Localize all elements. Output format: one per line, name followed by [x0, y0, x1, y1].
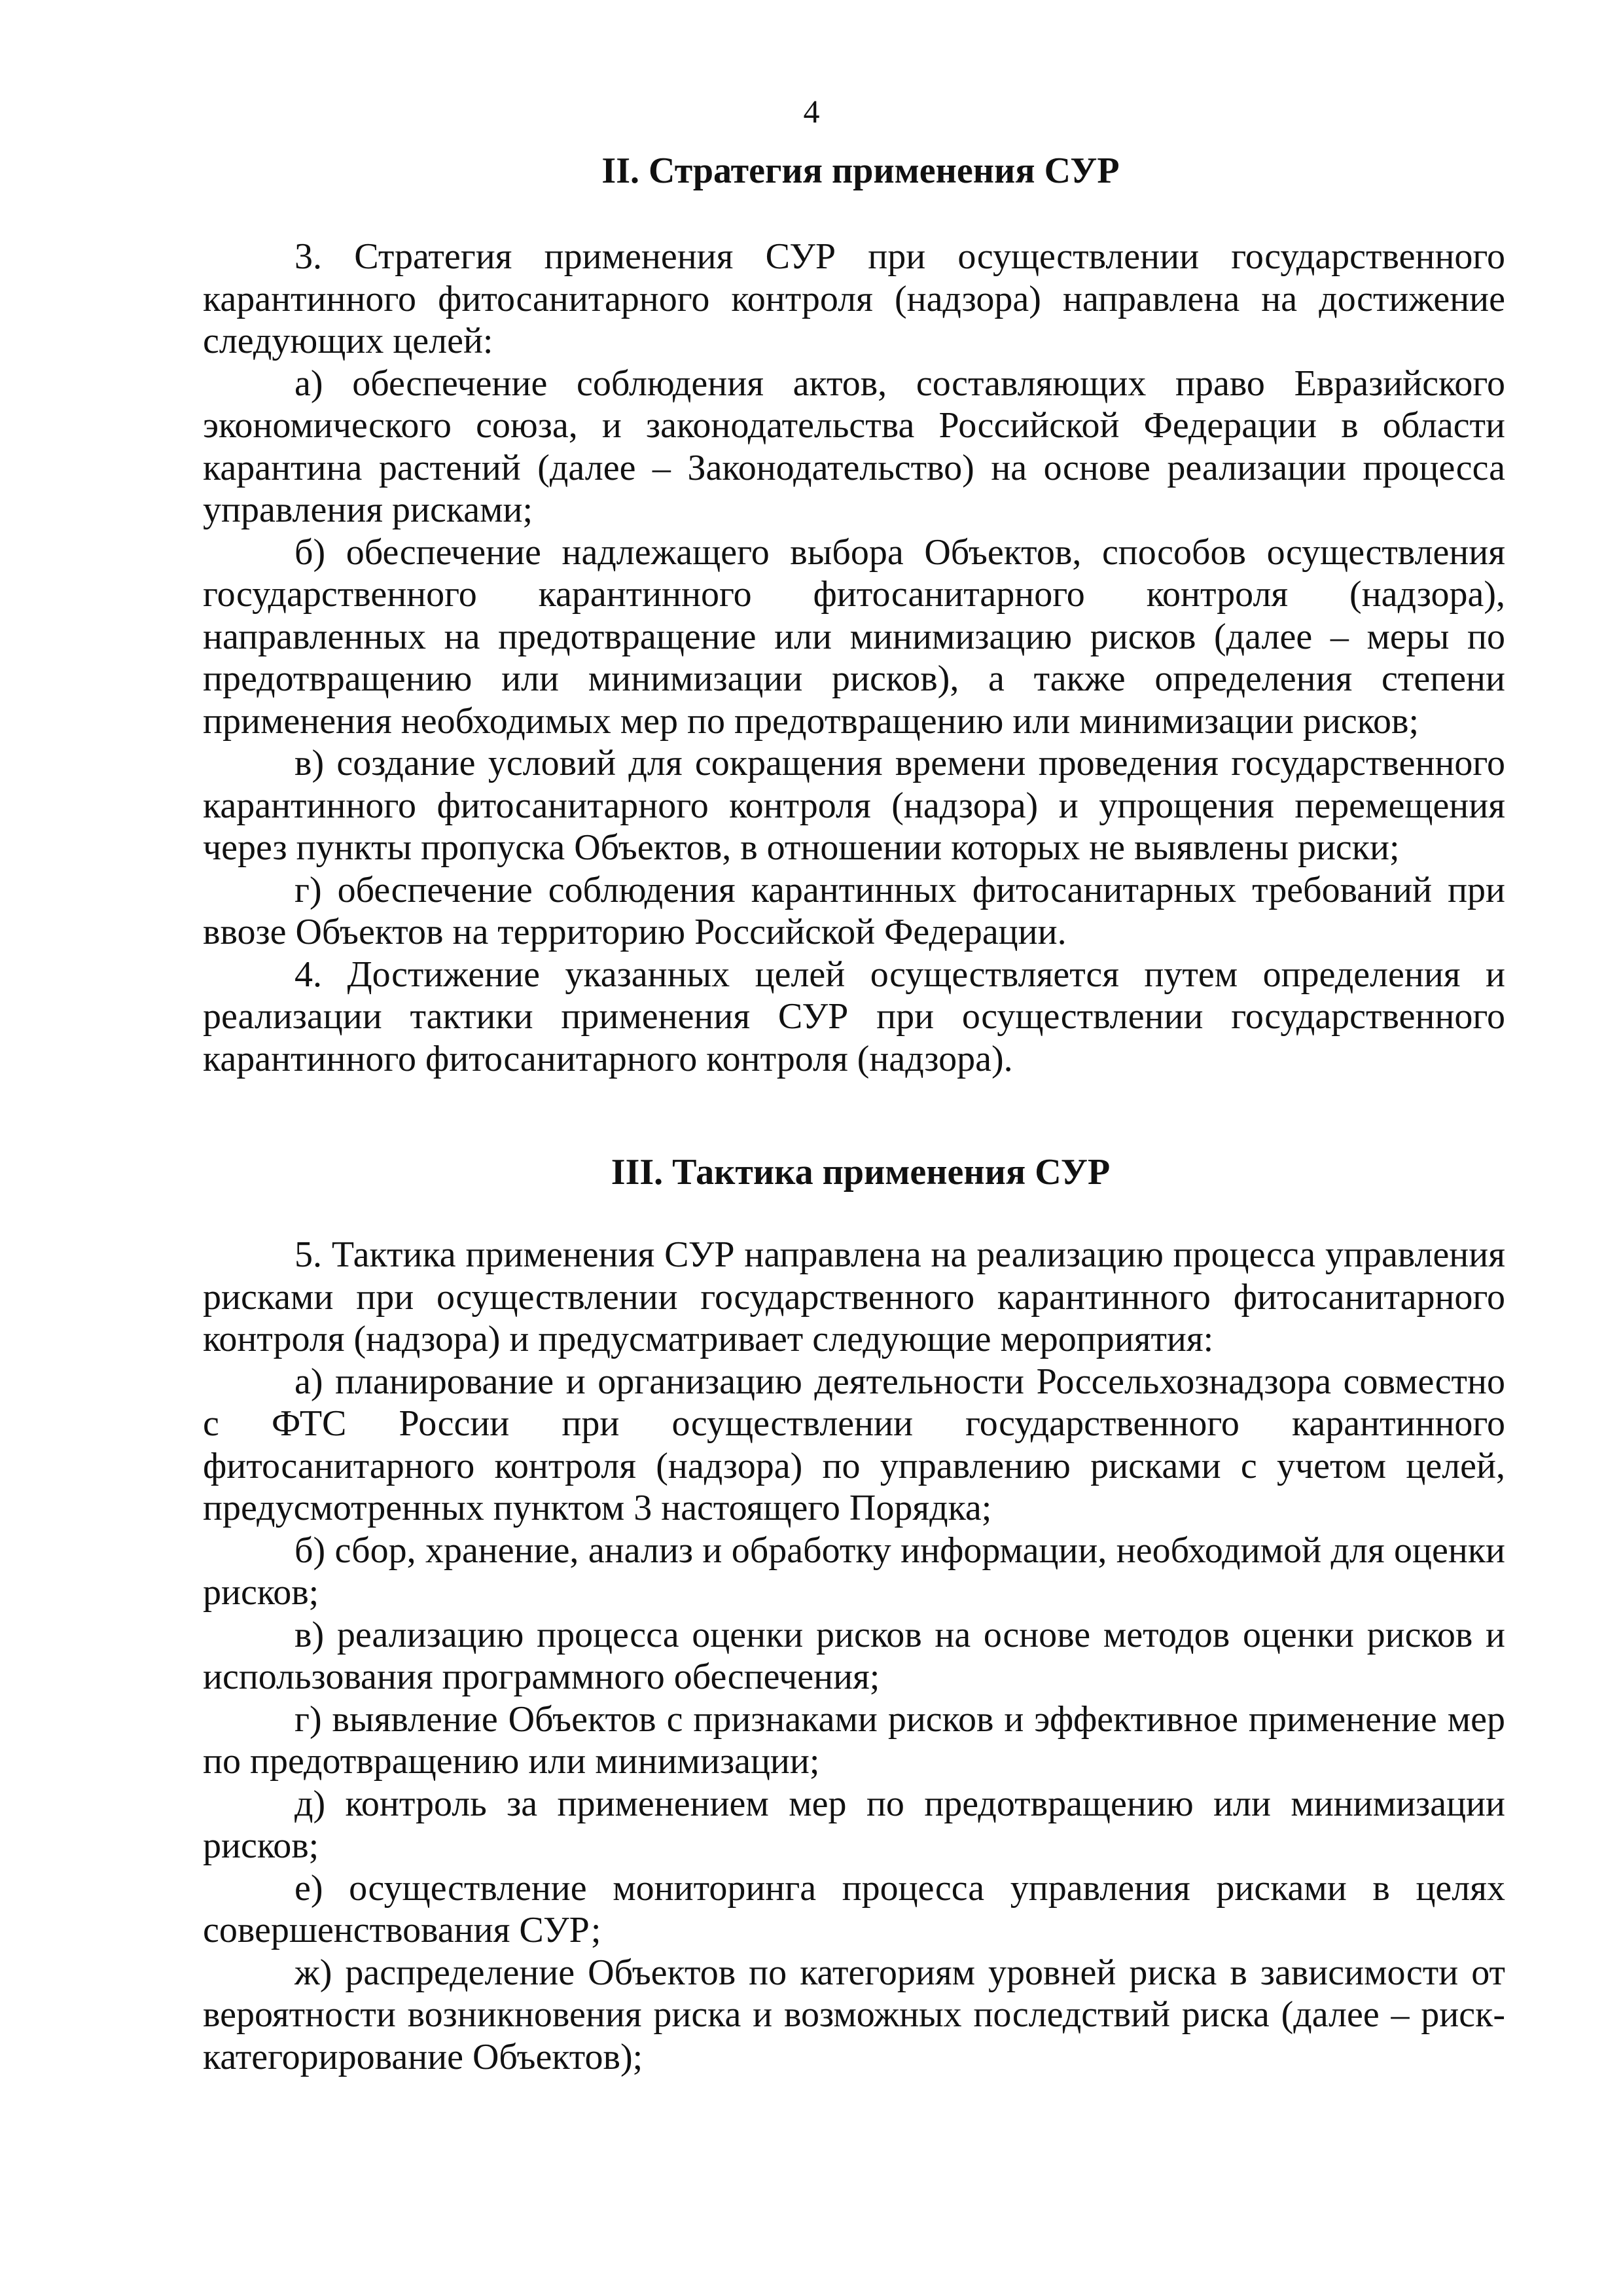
paragraph-5e: д) контроль за применением мер по предотвращению или минимизации рисков; — [203, 1783, 1505, 1866]
paragraph-5: 5. Тактика применения СУР направлена на реализацию процесса управления рисками при осуществлении государственного карантинного фитосанитарного контроля (надзора) и предусматривает следующие мероприятия: — [203, 1234, 1505, 1359]
paragraph-5g: ж) распределение Объектов по категориям уровней риска в зависимости от вероятности возникновения риска и возможных последствий риска (далее – риск-категорирование Объектов); — [203, 1952, 1505, 2077]
paragraph-5c: в) реализацию процесса оценки рисков на основе методов оценки рисков и использования программного обеспечения; — [203, 1614, 1505, 1697]
page-number: 4 — [803, 93, 820, 130]
paragraph-3: 3. Стратегия применения СУР при осуществлении государственного карантинного фитосанитарного контроля (надзора) направлена на достижение следующих целей: — [203, 236, 1505, 361]
paragraph-3b: б) обеспечение надлежащего выбора Объектов, способов осуществления государственного карантинного фитосанитарного контроля (надзора), направленных на предотвращение или минимизацию рисков (далее – меры по предотвращению или минимизации рисков), а также определения степени применения необходимых мер по предотвращению или минимизации рисков; — [203, 531, 1505, 742]
paragraph-3c: в) создание условий для сокращения времени проведения государственного карантинного фитосанитарного контроля (надзора) и упрощения перемещения через пункты пропуска Объектов, в отношении которых не выявлены риски; — [203, 743, 1505, 868]
section-2-heading: II. Стратегия применения СУР — [601, 151, 1120, 191]
paragraph-5b: б) сбор, хранение, анализ и обработку информации, необходимой для оценки рисков; — [203, 1530, 1505, 1613]
paragraph-5a: а) планирование и организацию деятельности Россельхознадзора совместно с ФТС России при осуществлении государственного карантинного фитосанитарного контроля (надзора) по управлению рисками с учетом целей, предусмотренных пунктом 3 настоящего Порядка; — [203, 1361, 1505, 1528]
paragraph-5d: г) выявление Объектов с признаками рисков и эффективное применение мер по предотвращению или минимизации; — [203, 1698, 1505, 1782]
paragraph-3d: г) обеспечение соблюдения карантинных фитосанитарных требований при ввозе Объектов на территорию Российской Федерации. — [203, 869, 1505, 952]
paragraph-5f: е) осуществление мониторинга процесса управления рисками в целях совершенствования СУР; — [203, 1867, 1505, 1950]
section-2-body — [203, 236, 1505, 1080]
section-3-body — [203, 1234, 1505, 2078]
section-3-heading: III. Тактика применения СУР — [611, 1152, 1111, 1193]
paragraph-4: 4. Достижение указанных целей осуществляется путем определения и реализации тактики применения СУР при осуществлении государственного карантинного фитосанитарного контроля (надзора). — [203, 954, 1505, 1079]
paragraph-3a: а) обеспечение соблюдения актов, составляющих право Евразийского экономического союза, и законодательства Российской Федерации в области карантина растений (далее – Законодательство) на основе реализации процесса управления рисками; — [203, 363, 1505, 530]
